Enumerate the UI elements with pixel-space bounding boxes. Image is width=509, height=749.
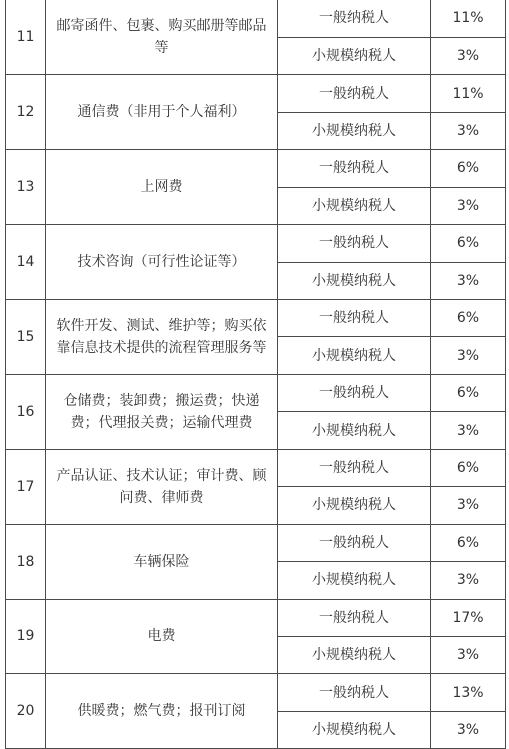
row-number: 18: [6, 524, 46, 599]
table-row: [6, 0, 506, 37]
table-row: [6, 449, 506, 486]
row-number: 17: [6, 449, 46, 524]
taxpayer-type: 小规模纳税人: [278, 412, 431, 449]
taxpayer-type: 一般纳税人: [278, 524, 431, 561]
table-row: [6, 599, 506, 636]
tax-rate: 3%: [431, 37, 506, 74]
row-number: 15: [6, 300, 46, 375]
table-row: [6, 225, 506, 262]
row-number: 12: [6, 75, 46, 150]
service-description: 技术咨询（可行性论证等）: [46, 225, 278, 300]
tax-rate: 6%: [431, 524, 506, 561]
tax-rate: 3%: [431, 187, 506, 224]
taxpayer-type: 一般纳税人: [278, 75, 431, 112]
tax-rate: 11%: [431, 0, 506, 37]
tax-rate: 3%: [431, 711, 506, 748]
row-number: 20: [6, 674, 46, 749]
table-row: [6, 524, 506, 561]
taxpayer-type: 小规模纳税人: [278, 711, 431, 748]
table-row: [6, 150, 506, 187]
row-number: 11: [6, 0, 46, 75]
tax-rate: 6%: [431, 150, 506, 187]
tax-rate: 11%: [431, 75, 506, 112]
taxpayer-type: 一般纳税人: [278, 225, 431, 262]
service-description: 供暖费；燃气费；报刊订阅: [46, 674, 278, 749]
taxpayer-type: 一般纳税人: [278, 0, 431, 37]
taxpayer-type: 一般纳税人: [278, 674, 431, 711]
table-row: [6, 674, 506, 711]
table-body: [6, 0, 506, 749]
row-number: 14: [6, 225, 46, 300]
tax-rate: 6%: [431, 225, 506, 262]
row-number: 19: [6, 599, 46, 674]
tax-rate: 13%: [431, 674, 506, 711]
tax-rate: 3%: [431, 412, 506, 449]
service-description: 车辆保险: [46, 524, 278, 599]
service-description: 邮寄函件、包裹、购买邮册等邮品等: [46, 0, 278, 75]
taxpayer-type: 小规模纳税人: [278, 337, 431, 374]
tax-rate: 17%: [431, 599, 506, 636]
tax-rate: 6%: [431, 449, 506, 486]
service-description: 软件开发、测试、维护等；购买依靠信息技术提供的流程管理服务等: [46, 300, 278, 375]
row-number: 13: [6, 150, 46, 225]
tax-rate: 6%: [431, 300, 506, 337]
tax-rate: 3%: [431, 562, 506, 599]
tax-rate: 3%: [431, 262, 506, 299]
row-number: 16: [6, 374, 46, 449]
service-description: 产品认证、技术认证；审计费、顾问费、律师费: [46, 449, 278, 524]
taxpayer-type: 一般纳税人: [278, 300, 431, 337]
taxpayer-type: 小规模纳税人: [278, 187, 431, 224]
taxpayer-type: 小规模纳税人: [278, 487, 431, 524]
service-description: 仓储费；装卸费；搬运费；快递费；代理报关费；运输代理费: [46, 374, 278, 449]
service-description: 通信费（非用于个人福利）: [46, 75, 278, 150]
taxpayer-type: 一般纳税人: [278, 374, 431, 411]
tax-rate: 3%: [431, 636, 506, 673]
taxpayer-type: 一般纳税人: [278, 599, 431, 636]
taxpayer-type: 小规模纳税人: [278, 562, 431, 599]
tax-rate: 6%: [431, 374, 506, 411]
service-description: 电费: [46, 599, 278, 674]
taxpayer-type: 小规模纳税人: [278, 636, 431, 673]
taxpayer-type: 小规模纳税人: [278, 112, 431, 149]
tax-rate: 3%: [431, 487, 506, 524]
tax-rate-table: [5, 0, 506, 749]
taxpayer-type: 一般纳税人: [278, 150, 431, 187]
service-description: 上网费: [46, 150, 278, 225]
tax-rate: 3%: [431, 337, 506, 374]
tax-rate: 3%: [431, 112, 506, 149]
table-row: [6, 75, 506, 112]
taxpayer-type: 小规模纳税人: [278, 262, 431, 299]
table-row: [6, 300, 506, 337]
taxpayer-type: 一般纳税人: [278, 449, 431, 486]
taxpayer-type: 小规模纳税人: [278, 37, 431, 74]
table-row: [6, 374, 506, 411]
